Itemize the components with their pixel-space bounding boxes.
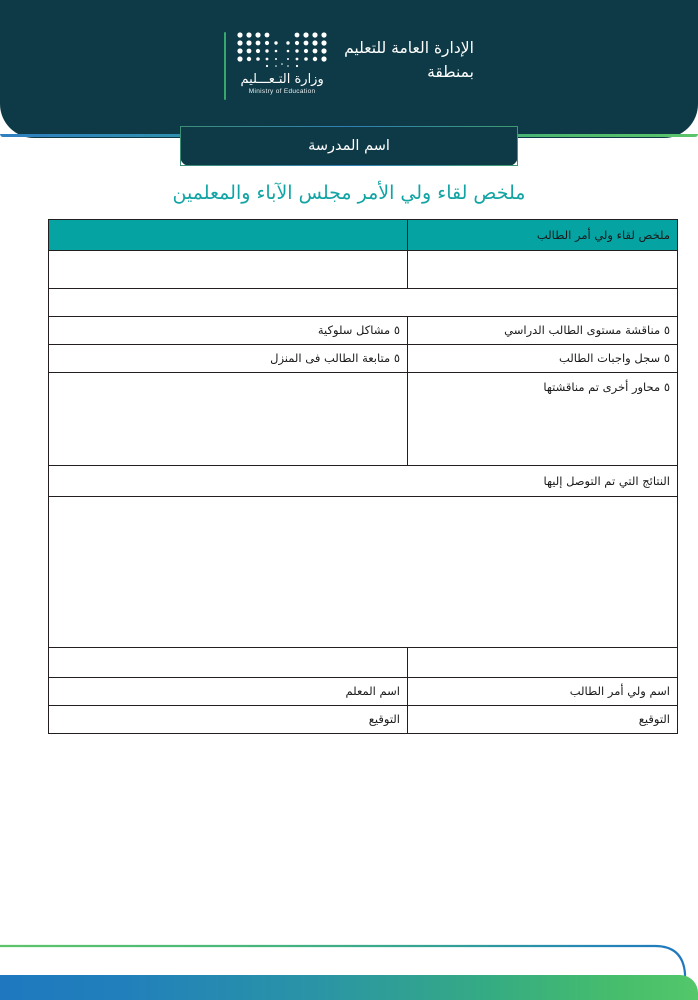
ministry-name-english: Ministry of Education	[248, 88, 316, 95]
header-content	[0, 30, 698, 100]
ministry-logo	[224, 30, 330, 100]
table-row	[49, 345, 678, 373]
ministry-logo-column	[234, 30, 330, 100]
cell-teacher-signature-label: التوقيع	[49, 706, 408, 734]
school-name-tab	[180, 126, 518, 166]
logo-divider	[224, 32, 226, 100]
cell-guardian-name-label: اسم ولي أمر الطالب	[408, 678, 678, 706]
page-title: ملخص لقاء ولي الأمر مجلس الآباء والمعلمين	[172, 182, 526, 204]
table-row	[49, 466, 678, 497]
cell-other-topics-label	[408, 373, 678, 466]
other-topics-text: ٥ محاور أخرى تم مناقشتها	[543, 380, 670, 394]
cell-results-writing-area[interactable]	[49, 497, 678, 648]
cell-behavior-problems: ٥ مشاكل سلوكية	[49, 317, 408, 345]
cell-homework-record: ٥ سجل واجبات الطالب	[408, 345, 678, 373]
cell-home-follow-up: ٥ متابعة الطالب فى المنزل	[49, 345, 408, 373]
cell-guardian-signature-label: التوقيع	[408, 706, 678, 734]
page-header	[0, 0, 698, 140]
cell-results-label: النتائج التي تم التوصل إليها	[49, 466, 678, 497]
department-line-1: الإدارة العامة للتعليم	[344, 39, 474, 57]
table-row	[49, 251, 678, 289]
cell-other-topics-blank[interactable]	[49, 373, 408, 466]
ministry-logo-dots-icon	[234, 30, 330, 70]
table-row	[49, 648, 678, 678]
cell-right-signature-blank[interactable]	[408, 648, 678, 678]
school-name-label: اسم المدرسة	[308, 138, 390, 154]
cell-merged-blank-2[interactable]	[49, 289, 678, 317]
meeting-summary-table	[48, 219, 678, 734]
table-row	[49, 678, 678, 706]
table-header-cell-left	[49, 220, 408, 251]
ministry-name-arabic: وزارة التـعـــليم	[240, 72, 324, 87]
cell-right-blank-1[interactable]	[408, 251, 678, 289]
table-row	[49, 289, 678, 317]
table-row	[49, 317, 678, 345]
cell-left-blank-1[interactable]	[49, 251, 408, 289]
table-header-row	[49, 220, 678, 251]
cell-left-signature-blank[interactable]	[49, 648, 408, 678]
table-header-cell-right: ملخص لقاء ولي أمر الطالب	[408, 220, 678, 251]
table-row	[49, 497, 678, 648]
department-line-2: بمنطقة	[427, 63, 474, 82]
cell-teacher-name-label: اسم المعلم	[49, 678, 408, 706]
footer-gradient-bar	[0, 975, 698, 1000]
table-row	[49, 373, 678, 466]
department-name	[344, 30, 474, 84]
table-row	[49, 706, 678, 734]
cell-discuss-academic-level: ٥ مناقشة مستوى الطالب الدراسي	[408, 317, 678, 345]
